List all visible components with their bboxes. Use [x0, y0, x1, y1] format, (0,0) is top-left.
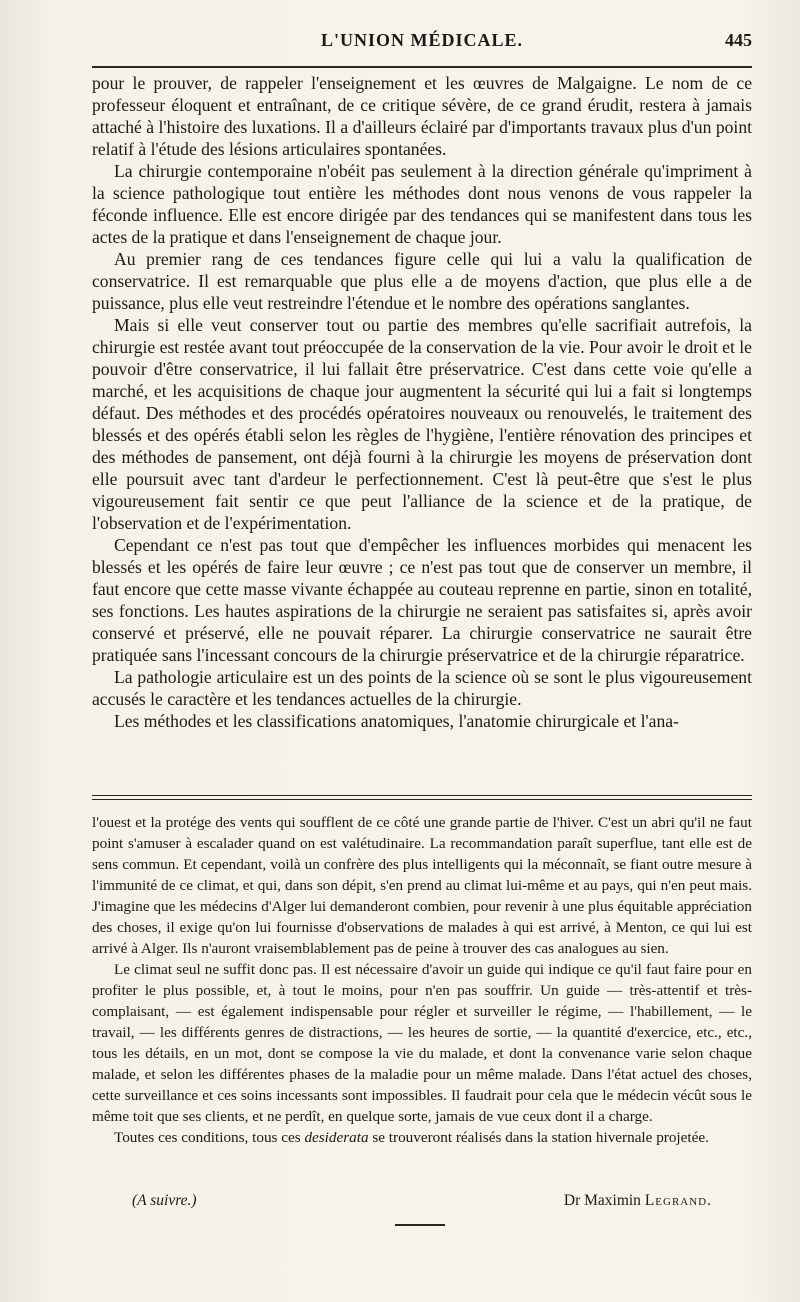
page-number: 445	[725, 30, 752, 50]
author-prefix: Dr Maximin	[563, 1192, 645, 1209]
text-run: se trouveront réalisés dans la station hivernale projetée.	[368, 1129, 709, 1146]
feuilleton-section	[92, 812, 752, 1148]
paragraph: Mais si elle veut conserver tout ou partie des membres qu'elle sacrifiait autrefois, la chirurgie est restée avant tout préoccupée de la conservation de la vie. Pour avoir le droit et le pouvoir d'être conservatrice, il lui fallait être préservatrice. C'est dans cette voie qu'elle a marché, et les acquisitions de chaque jour augmentent la sécurité qui lui a fait si longtemps défaut. Des méthodes et des procédés opératoires nouveaux ou renouvelés, le traitement des blessés et des opérés établi selon les règles de l'hygiène, l'entière rénovation des principes et des méthodes de pansement, ont déjà fourni à la chirurgie les moyens de préservation dont elle poursuit avec tant d'ardeur le perfectionnement. C'est là peut-être que s'est le plus vigoureusement fait sentir ce que peut l'alliance de la science et de la pratique, de l'observation et de l'expérimentation.	[92, 315, 752, 533]
to-be-continued: (A suivre.)	[132, 1192, 197, 1209]
paragraph: La pathologie articulaire est un des points de la science où se sont le plus vigoureusement accusés le caractère et les tendances actuelles de la chirurgie.	[92, 667, 752, 709]
italic-term: desiderata	[304, 1129, 369, 1146]
journal-title: L'UNION MÉDICALE.	[320, 30, 524, 50]
main-article	[92, 72, 752, 732]
author-signature	[564, 1192, 712, 1210]
paragraph: Les méthodes et les classifications anatomiques, l'anatomie chirurgicale et l'ana-	[114, 711, 679, 731]
paragraph: Le climat seul ne suffit donc pas. Il est nécessaire d'avoir un guide qui indique ce qu'il faut faire pour en profiter le plus possible, et, à tout le moins, pour n'en pas souffrir. Un guide — très-attentif et très-complaisant, — est également indispensable pour régler et surveiller le régime, — l'habillement, — le travail, — les différents genres de distractions, — les heures de sortie, — la quantité d'exercice, etc., etc., tous les détails, en un mot, dont se compose la vie du malade, et dont la convenance varie selon chaque malade, et selon les différentes phases de la maladie pour un même malade. Dans l'état actuel des choses, cette surveillance et ces soins incessants sont impossibles. Il faudrait pour cela que le médecin vécût sous le même toit que ses clients, et ne perdît, en quelque sorte, jamais de vue ceux dont il a charge.	[92, 961, 752, 1125]
signature-line	[92, 1192, 752, 1214]
feuilleton-divider	[92, 795, 752, 800]
header-rule	[92, 66, 752, 68]
paragraph: La chirurgie contemporaine n'obéit pas seulement à la direction générale qu'impriment à la science pathologique tout entière les méthodes dont nous venons de vous rappeler la féconde influence. Elle est encore dirigée par des tendances qui se manifestent dans tous les actes de la pratique et dans l'enseignement de chaque jour.	[92, 161, 752, 247]
paragraph: l'ouest et la protége des vents qui soufflent de ce côté une grande partie de l'hiver. C'est un abri qu'il ne faut point s'amuser à escalader quand on est valétudinaire. La recommandation paraît superflue, tant elle est de sens commun. Et cependant, voilà un confrère des plus intelligents qui la méconnaît, se fiant outre mesure à l'immunité de ce climat, et qui, dans son dépit, s'en prend au climat lui-même et au pays, qui n'en peut mais. J'imagine que les médecins d'Alger lui demanderont combien, pour revenir à une plus équitable appréciation des choses, il exige qu'on lui fournisse d'observations de malades à qui est arrivé, à Menton, ce qui lui est arrivé à Alger. Ils n'auront vraisemblablement pas de peine à trouver des cas analogues au sien.	[92, 814, 752, 957]
text-run: Toutes ces conditions, tous ces	[114, 1129, 305, 1146]
paragraph: pour le prouver, de rappeler l'enseignement et les œuvres de Malgaigne. Le nom de ce professeur éloquent et entraînant, de ce critique sévère, de ce grand érudit, restera à jamais attaché à l'histoire des luxations. Il a d'ailleurs éclairé par d'importants travaux plus d'un point relatif à l'étude des lésions articulaires spontanées.	[92, 73, 752, 159]
author-surname: Legrand.	[644, 1192, 712, 1209]
running-header	[92, 30, 752, 58]
paragraph	[92, 1127, 752, 1148]
paragraph: Cependant ce n'est pas tout que d'empêcher les influences morbides qui menacent les blessés et les opérés de faire leur œuvre ; ce n'est pas tout que de conserver un membre, il faut encore que cette masse vivante échappée au couteau reprenne en partie, sinon en totalité, ses fonctions. Les hautes aspirations de la chirurgie ne seraient pas satisfaites si, après avoir conservé et préservé, elle ne pouvait réparer. La chirurgie conservatrice ne saurait être pratiquée sans l'incessant concours de la chirurgie préservatrice et de la chirurgie réparatrice.	[92, 535, 752, 665]
end-rule	[395, 1224, 445, 1226]
paragraph: Au premier rang de ces tendances figure celle qui lui a valu la qualification de conservatrice. Il est remarquable que plus elle a de moyens d'action, que plus elle a de puissance, plus elle veut restreindre l'étendue et le nombre des opérations sanglantes.	[92, 249, 752, 313]
